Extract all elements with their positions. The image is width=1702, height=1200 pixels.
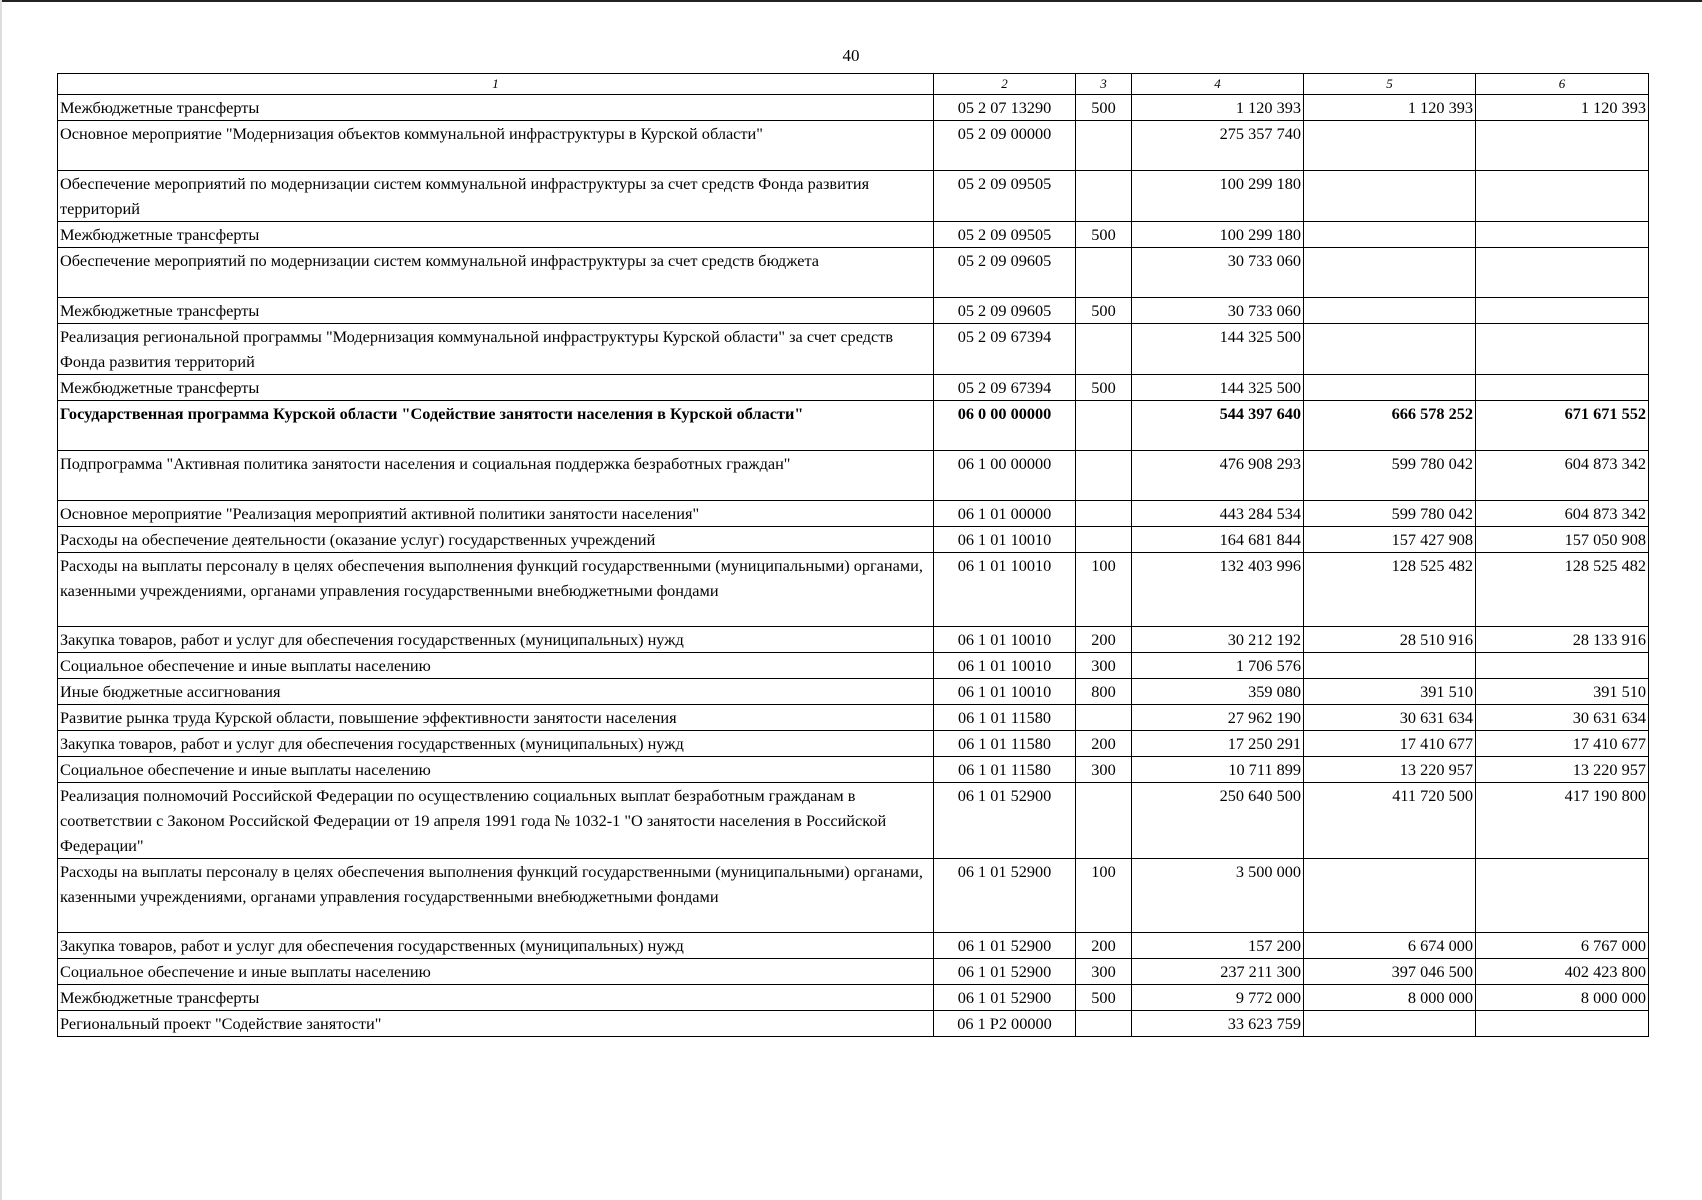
- table-row: [58, 985, 1649, 1011]
- row-amount-col5-cell: [1304, 653, 1476, 679]
- row-amount-col5-cell: 157 427 908: [1304, 527, 1476, 553]
- row-amount-col4-cell: 9 772 000: [1132, 985, 1304, 1011]
- row-expense-type-cell: [1076, 501, 1132, 527]
- row-amount-col4-cell: 359 080: [1132, 679, 1304, 705]
- row-expense-type-cell: 800: [1076, 679, 1132, 705]
- row-expense-type-cell: 500: [1076, 375, 1132, 401]
- header-col-2: 2: [934, 74, 1076, 95]
- page-number: 40: [842, 46, 860, 65]
- row-amount-col6-cell: [1476, 222, 1649, 248]
- row-amount-col6-cell: [1476, 121, 1649, 171]
- table-row: [58, 1011, 1649, 1037]
- row-amount-col4-cell: 1 706 576: [1132, 653, 1304, 679]
- row-name-cell: Реализация полномочий Российской Федерации по осуществлению социальных выплат безработным гражданам в соответствии с Законом Российской Федерации от 19 апреля 1991 года № 1032-1 "О занятости населения в Российской Федерации": [58, 783, 934, 859]
- row-name-cell: Закупка товаров, работ и услуг для обеспечения государственных (муниципальных) нужд: [58, 933, 934, 959]
- row-code-cell: 05 2 09 09605: [934, 248, 1076, 298]
- table-row: [58, 501, 1649, 527]
- row-amount-col6-cell: 417 190 800: [1476, 783, 1649, 859]
- row-amount-col5-cell: [1304, 859, 1476, 933]
- row-expense-type-cell: [1076, 527, 1132, 553]
- row-code-cell: 05 2 07 13290: [934, 95, 1076, 121]
- row-amount-col4-cell: 100 299 180: [1132, 171, 1304, 222]
- row-name-cell: Реализация региональной программы "Модернизация коммунальной инфраструктуры Курской области" за счет средств Фонда развития территорий: [58, 324, 934, 375]
- row-code-cell: 06 1 00 00000: [934, 451, 1076, 501]
- row-amount-col5-cell: 599 780 042: [1304, 501, 1476, 527]
- row-amount-col6-cell: 671 671 552: [1476, 401, 1649, 451]
- header-col-3: 3: [1076, 74, 1132, 95]
- row-amount-col4-cell: 144 325 500: [1132, 324, 1304, 375]
- row-name-cell: Межбюджетные трансферты: [58, 298, 934, 324]
- row-amount-col6-cell: 13 220 957: [1476, 757, 1649, 783]
- row-name-cell: Социальное обеспечение и иные выплаты населению: [58, 653, 934, 679]
- row-name-cell: Расходы на обеспечение деятельности (оказание услуг) государственных учреждений: [58, 527, 934, 553]
- table-row: [58, 783, 1649, 859]
- row-expense-type-cell: [1076, 705, 1132, 731]
- row-name-cell: Межбюджетные трансферты: [58, 95, 934, 121]
- table-row: [58, 248, 1649, 298]
- row-expense-type-cell: [1076, 783, 1132, 859]
- table-row: [58, 527, 1649, 553]
- row-amount-col4-cell: 10 711 899: [1132, 757, 1304, 783]
- table-row: [58, 451, 1649, 501]
- row-amount-col5-cell: [1304, 298, 1476, 324]
- row-amount-col5-cell: 666 578 252: [1304, 401, 1476, 451]
- table-row: [58, 731, 1649, 757]
- row-amount-col5-cell: 8 000 000: [1304, 985, 1476, 1011]
- row-name-cell: Расходы на выплаты персоналу в целях обеспечения выполнения функций государственными (муниципальными) органами, казенными учреждениями, органами управления государственными внебюджетными фондами: [58, 859, 934, 933]
- row-expense-type-cell: 300: [1076, 757, 1132, 783]
- row-amount-col5-cell: 13 220 957: [1304, 757, 1476, 783]
- row-expense-type-cell: 300: [1076, 653, 1132, 679]
- row-amount-col6-cell: [1476, 653, 1649, 679]
- row-amount-col4-cell: 30 733 060: [1132, 298, 1304, 324]
- row-name-cell: Социальное обеспечение и иные выплаты населению: [58, 757, 934, 783]
- row-amount-col4-cell: 443 284 534: [1132, 501, 1304, 527]
- row-code-cell: 06 1 01 52900: [934, 959, 1076, 985]
- row-name-cell: Основное мероприятие "Модернизация объектов коммунальной инфраструктуры в Курской области": [58, 121, 934, 171]
- table-row: [58, 401, 1649, 451]
- table-row: [58, 171, 1649, 222]
- row-amount-col5-cell: 30 631 634: [1304, 705, 1476, 731]
- row-expense-type-cell: 500: [1076, 298, 1132, 324]
- table-row: [58, 95, 1649, 121]
- row-amount-col5-cell: 6 674 000: [1304, 933, 1476, 959]
- header-col-6: 6: [1476, 74, 1649, 95]
- budget-table: [57, 73, 1649, 1037]
- row-amount-col6-cell: 157 050 908: [1476, 527, 1649, 553]
- row-name-cell: Социальное обеспечение и иные выплаты населению: [58, 959, 934, 985]
- row-code-cell: 06 1 01 52900: [934, 783, 1076, 859]
- row-expense-type-cell: [1076, 171, 1132, 222]
- row-expense-type-cell: [1076, 248, 1132, 298]
- row-code-cell: 06 1 01 10010: [934, 679, 1076, 705]
- row-name-cell: Развитие рынка труда Курской области, повышение эффективности занятости населения: [58, 705, 934, 731]
- row-code-cell: 06 1 01 11580: [934, 757, 1076, 783]
- table-row: [58, 553, 1649, 627]
- row-amount-col6-cell: [1476, 298, 1649, 324]
- table-row: [58, 627, 1649, 653]
- row-amount-col6-cell: [1476, 171, 1649, 222]
- scan-edge-line: [0, 0, 1702, 2]
- row-code-cell: 05 2 09 67394: [934, 324, 1076, 375]
- table-row: [58, 679, 1649, 705]
- row-amount-col6-cell: 604 873 342: [1476, 501, 1649, 527]
- row-code-cell: 05 2 09 09505: [934, 171, 1076, 222]
- table-row: [58, 757, 1649, 783]
- row-name-cell: Региональный проект "Содействие занятости": [58, 1011, 934, 1037]
- row-code-cell: 06 1 01 10010: [934, 553, 1076, 627]
- row-amount-col4-cell: 250 640 500: [1132, 783, 1304, 859]
- row-code-cell: 06 1 01 11580: [934, 731, 1076, 757]
- row-amount-col5-cell: 397 046 500: [1304, 959, 1476, 985]
- row-amount-col6-cell: 17 410 677: [1476, 731, 1649, 757]
- row-expense-type-cell: 200: [1076, 627, 1132, 653]
- row-amount-col6-cell: [1476, 324, 1649, 375]
- row-code-cell: 06 1 P2 00000: [934, 1011, 1076, 1037]
- table-row: [58, 859, 1649, 933]
- table-row: [58, 121, 1649, 171]
- row-amount-col4-cell: 157 200: [1132, 933, 1304, 959]
- row-code-cell: 06 0 00 00000: [934, 401, 1076, 451]
- row-name-cell: Обеспечение мероприятий по модернизации систем коммунальной инфраструктуры за счет средств бюджета: [58, 248, 934, 298]
- row-amount-col6-cell: 391 510: [1476, 679, 1649, 705]
- row-expense-type-cell: [1076, 1011, 1132, 1037]
- header-col-1: 1: [58, 74, 934, 95]
- row-amount-col5-cell: [1304, 1011, 1476, 1037]
- row-expense-type-cell: 100: [1076, 859, 1132, 933]
- row-amount-col4-cell: 132 403 996: [1132, 553, 1304, 627]
- row-amount-col4-cell: 100 299 180: [1132, 222, 1304, 248]
- row-amount-col5-cell: [1304, 121, 1476, 171]
- header-row: [58, 74, 1649, 95]
- table-row: [58, 375, 1649, 401]
- row-name-cell: Межбюджетные трансферты: [58, 375, 934, 401]
- row-amount-col5-cell: 1 120 393: [1304, 95, 1476, 121]
- row-code-cell: 05 2 09 09605: [934, 298, 1076, 324]
- row-code-cell: 06 1 01 10010: [934, 527, 1076, 553]
- row-amount-col4-cell: 544 397 640: [1132, 401, 1304, 451]
- row-code-cell: 06 1 01 52900: [934, 859, 1076, 933]
- row-amount-col5-cell: [1304, 248, 1476, 298]
- row-amount-col6-cell: 6 767 000: [1476, 933, 1649, 959]
- row-amount-col6-cell: 604 873 342: [1476, 451, 1649, 501]
- row-code-cell: 06 1 01 52900: [934, 933, 1076, 959]
- row-amount-col5-cell: [1304, 324, 1476, 375]
- row-name-cell: Закупка товаров, работ и услуг для обеспечения государственных (муниципальных) нужд: [58, 627, 934, 653]
- row-amount-col6-cell: 28 133 916: [1476, 627, 1649, 653]
- row-amount-col6-cell: [1476, 1011, 1649, 1037]
- row-name-cell: Иные бюджетные ассигнования: [58, 679, 934, 705]
- row-amount-col4-cell: 27 962 190: [1132, 705, 1304, 731]
- row-amount-col5-cell: 411 720 500: [1304, 783, 1476, 859]
- table-row: [58, 959, 1649, 985]
- row-amount-col4-cell: 30 212 192: [1132, 627, 1304, 653]
- row-amount-col5-cell: 17 410 677: [1304, 731, 1476, 757]
- table-body: [58, 95, 1649, 1037]
- row-amount-col6-cell: 8 000 000: [1476, 985, 1649, 1011]
- row-name-cell: Подпрограмма "Активная политика занятости населения и социальная поддержка безработных граждан": [58, 451, 934, 501]
- row-name-cell: Расходы на выплаты персоналу в целях обеспечения выполнения функций государственными (муниципальными) органами, казенными учреждениями, органами управления государственными внебюджетными фондами: [58, 553, 934, 627]
- row-expense-type-cell: 200: [1076, 731, 1132, 757]
- row-amount-col5-cell: [1304, 222, 1476, 248]
- row-amount-col5-cell: 599 780 042: [1304, 451, 1476, 501]
- row-amount-col4-cell: 17 250 291: [1132, 731, 1304, 757]
- row-name-cell: Межбюджетные трансферты: [58, 985, 934, 1011]
- row-expense-type-cell: 200: [1076, 933, 1132, 959]
- row-amount-col6-cell: 30 631 634: [1476, 705, 1649, 731]
- row-amount-col5-cell: 128 525 482: [1304, 553, 1476, 627]
- row-name-cell: Основное мероприятие "Реализация мероприятий активной политики занятости населения": [58, 501, 934, 527]
- row-name-cell: Обеспечение мероприятий по модернизации систем коммунальной инфраструктуры за счет средств Фонда развития территорий: [58, 171, 934, 222]
- row-amount-col4-cell: 30 733 060: [1132, 248, 1304, 298]
- row-code-cell: 05 2 09 67394: [934, 375, 1076, 401]
- row-expense-type-cell: [1076, 401, 1132, 451]
- row-expense-type-cell: [1076, 451, 1132, 501]
- row-code-cell: 05 2 09 09505: [934, 222, 1076, 248]
- row-amount-col4-cell: 237 211 300: [1132, 959, 1304, 985]
- row-amount-col6-cell: [1476, 375, 1649, 401]
- row-amount-col4-cell: 164 681 844: [1132, 527, 1304, 553]
- row-amount-col6-cell: 402 423 800: [1476, 959, 1649, 985]
- row-code-cell: 06 1 01 00000: [934, 501, 1076, 527]
- row-amount-col4-cell: 144 325 500: [1132, 375, 1304, 401]
- header-col-5: 5: [1304, 74, 1476, 95]
- row-amount-col4-cell: 33 623 759: [1132, 1011, 1304, 1037]
- row-amount-col4-cell: 3 500 000: [1132, 859, 1304, 933]
- row-amount-col5-cell: [1304, 375, 1476, 401]
- table-row: [58, 653, 1649, 679]
- row-expense-type-cell: 100: [1076, 553, 1132, 627]
- row-code-cell: 06 1 01 52900: [934, 985, 1076, 1011]
- row-amount-col4-cell: 275 357 740: [1132, 121, 1304, 171]
- row-expense-type-cell: [1076, 324, 1132, 375]
- table-row: [58, 705, 1649, 731]
- row-amount-col4-cell: 476 908 293: [1132, 451, 1304, 501]
- row-code-cell: 06 1 01 11580: [934, 705, 1076, 731]
- table-row: [58, 933, 1649, 959]
- row-code-cell: 06 1 01 10010: [934, 627, 1076, 653]
- scan-left-edge: [0, 0, 2, 1200]
- row-amount-col6-cell: [1476, 248, 1649, 298]
- table-row: [58, 324, 1649, 375]
- row-amount-col4-cell: 1 120 393: [1132, 95, 1304, 121]
- row-amount-col5-cell: [1304, 171, 1476, 222]
- row-amount-col6-cell: 128 525 482: [1476, 553, 1649, 627]
- row-amount-col5-cell: 391 510: [1304, 679, 1476, 705]
- row-expense-type-cell: [1076, 121, 1132, 171]
- table-row: [58, 222, 1649, 248]
- row-expense-type-cell: 500: [1076, 985, 1132, 1011]
- row-name-cell: Закупка товаров, работ и услуг для обеспечения государственных (муниципальных) нужд: [58, 731, 934, 757]
- row-amount-col6-cell: 1 120 393: [1476, 95, 1649, 121]
- row-expense-type-cell: 500: [1076, 95, 1132, 121]
- row-amount-col5-cell: 28 510 916: [1304, 627, 1476, 653]
- row-expense-type-cell: 500: [1076, 222, 1132, 248]
- header-col-4: 4: [1132, 74, 1304, 95]
- row-expense-type-cell: 300: [1076, 959, 1132, 985]
- row-code-cell: 05 2 09 00000: [934, 121, 1076, 171]
- row-name-cell: Государственная программа Курской области "Содействие занятости населения в Курской области": [58, 401, 934, 451]
- table-row: [58, 298, 1649, 324]
- row-code-cell: 06 1 01 10010: [934, 653, 1076, 679]
- row-amount-col6-cell: [1476, 859, 1649, 933]
- row-name-cell: Межбюджетные трансферты: [58, 222, 934, 248]
